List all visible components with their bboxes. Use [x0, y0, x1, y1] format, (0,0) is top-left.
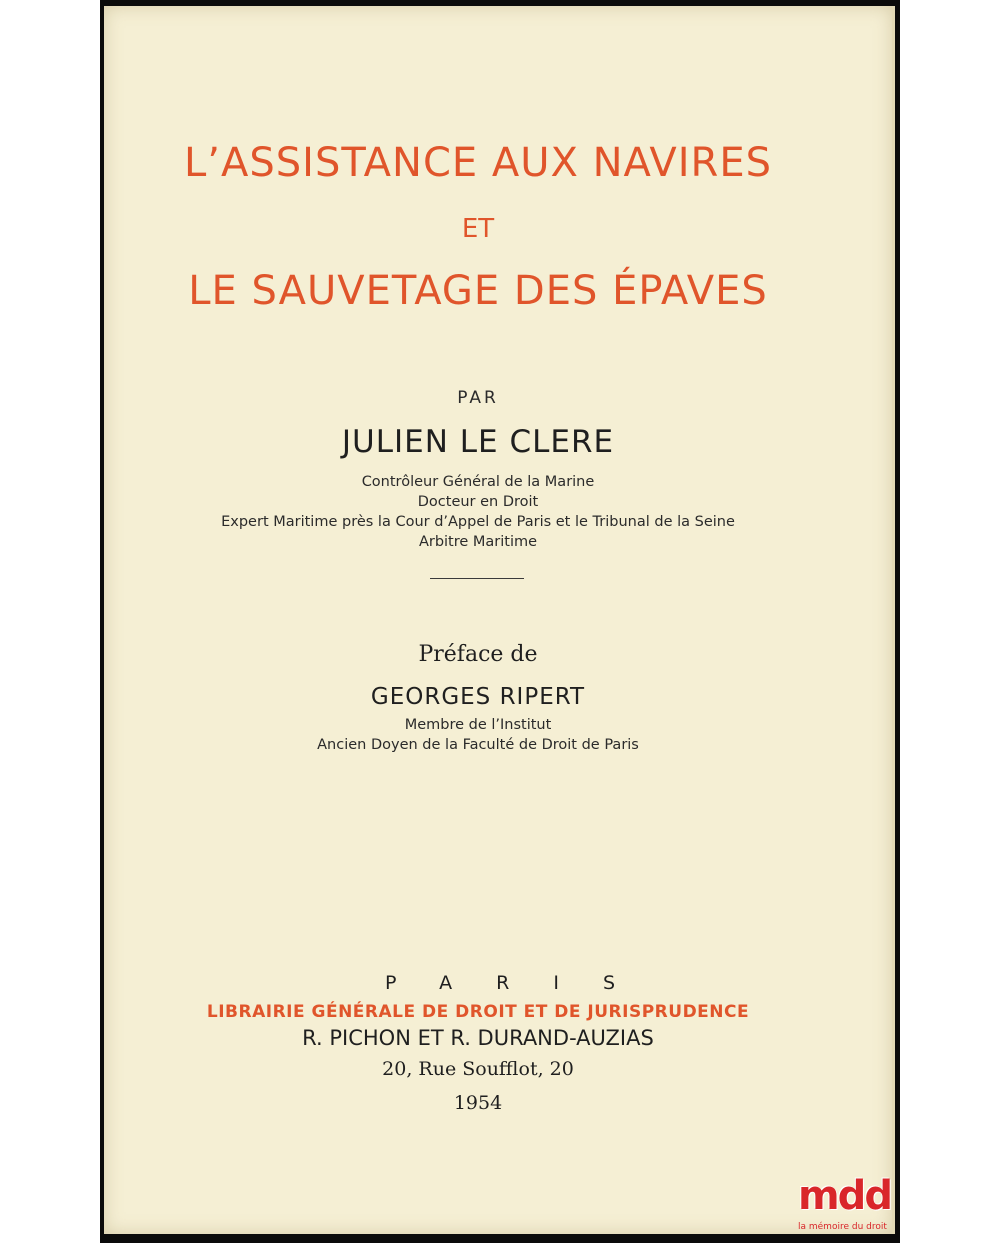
publication-year: 1954: [453, 1092, 503, 1114]
publisher-address: 20, Rue Soufflot, 20: [382, 1058, 574, 1080]
author-name: JULIEN LE CLERE: [341, 424, 615, 460]
watermark-mark: mdd: [798, 1173, 891, 1219]
by-label: PAR: [457, 388, 499, 408]
author-credential: Contrôleur Général de la Marine: [361, 474, 595, 490]
preface-author: GEORGES RIPERT: [370, 684, 586, 710]
printer-name: R. PICHON ET R. DURAND-AUZIAS: [302, 1026, 654, 1050]
watermark-logo: [792, 1172, 912, 1238]
author-credential: Docteur en Droit: [417, 494, 539, 510]
author-credential: Arbitre Maritime: [418, 534, 538, 550]
preface-label: Préface de: [418, 642, 538, 667]
publication-city: PARIS: [384, 972, 660, 994]
preface-credential: Membre de l’Institut: [404, 717, 552, 733]
author-credential: Expert Maritime près la Cour d’Appel de Paris et le Tribunal de la Seine: [221, 514, 735, 530]
publisher-name: LIBRAIRIE GÉNÉRALE DE DROIT ET DE JURISPRUDENCE: [206, 1002, 750, 1022]
divider-rule: [430, 578, 524, 579]
watermark-caption: la mémoire du droit: [798, 1222, 887, 1232]
preface-credential: Ancien Doyen de la Faculté de Droit de Paris: [317, 737, 639, 753]
title-line-1: L’ASSISTANCE AUX NAVIRES: [184, 140, 772, 186]
title-connector: ET: [461, 214, 495, 244]
title-line-2: LE SAUVETAGE DES ÉPAVES: [188, 268, 768, 314]
